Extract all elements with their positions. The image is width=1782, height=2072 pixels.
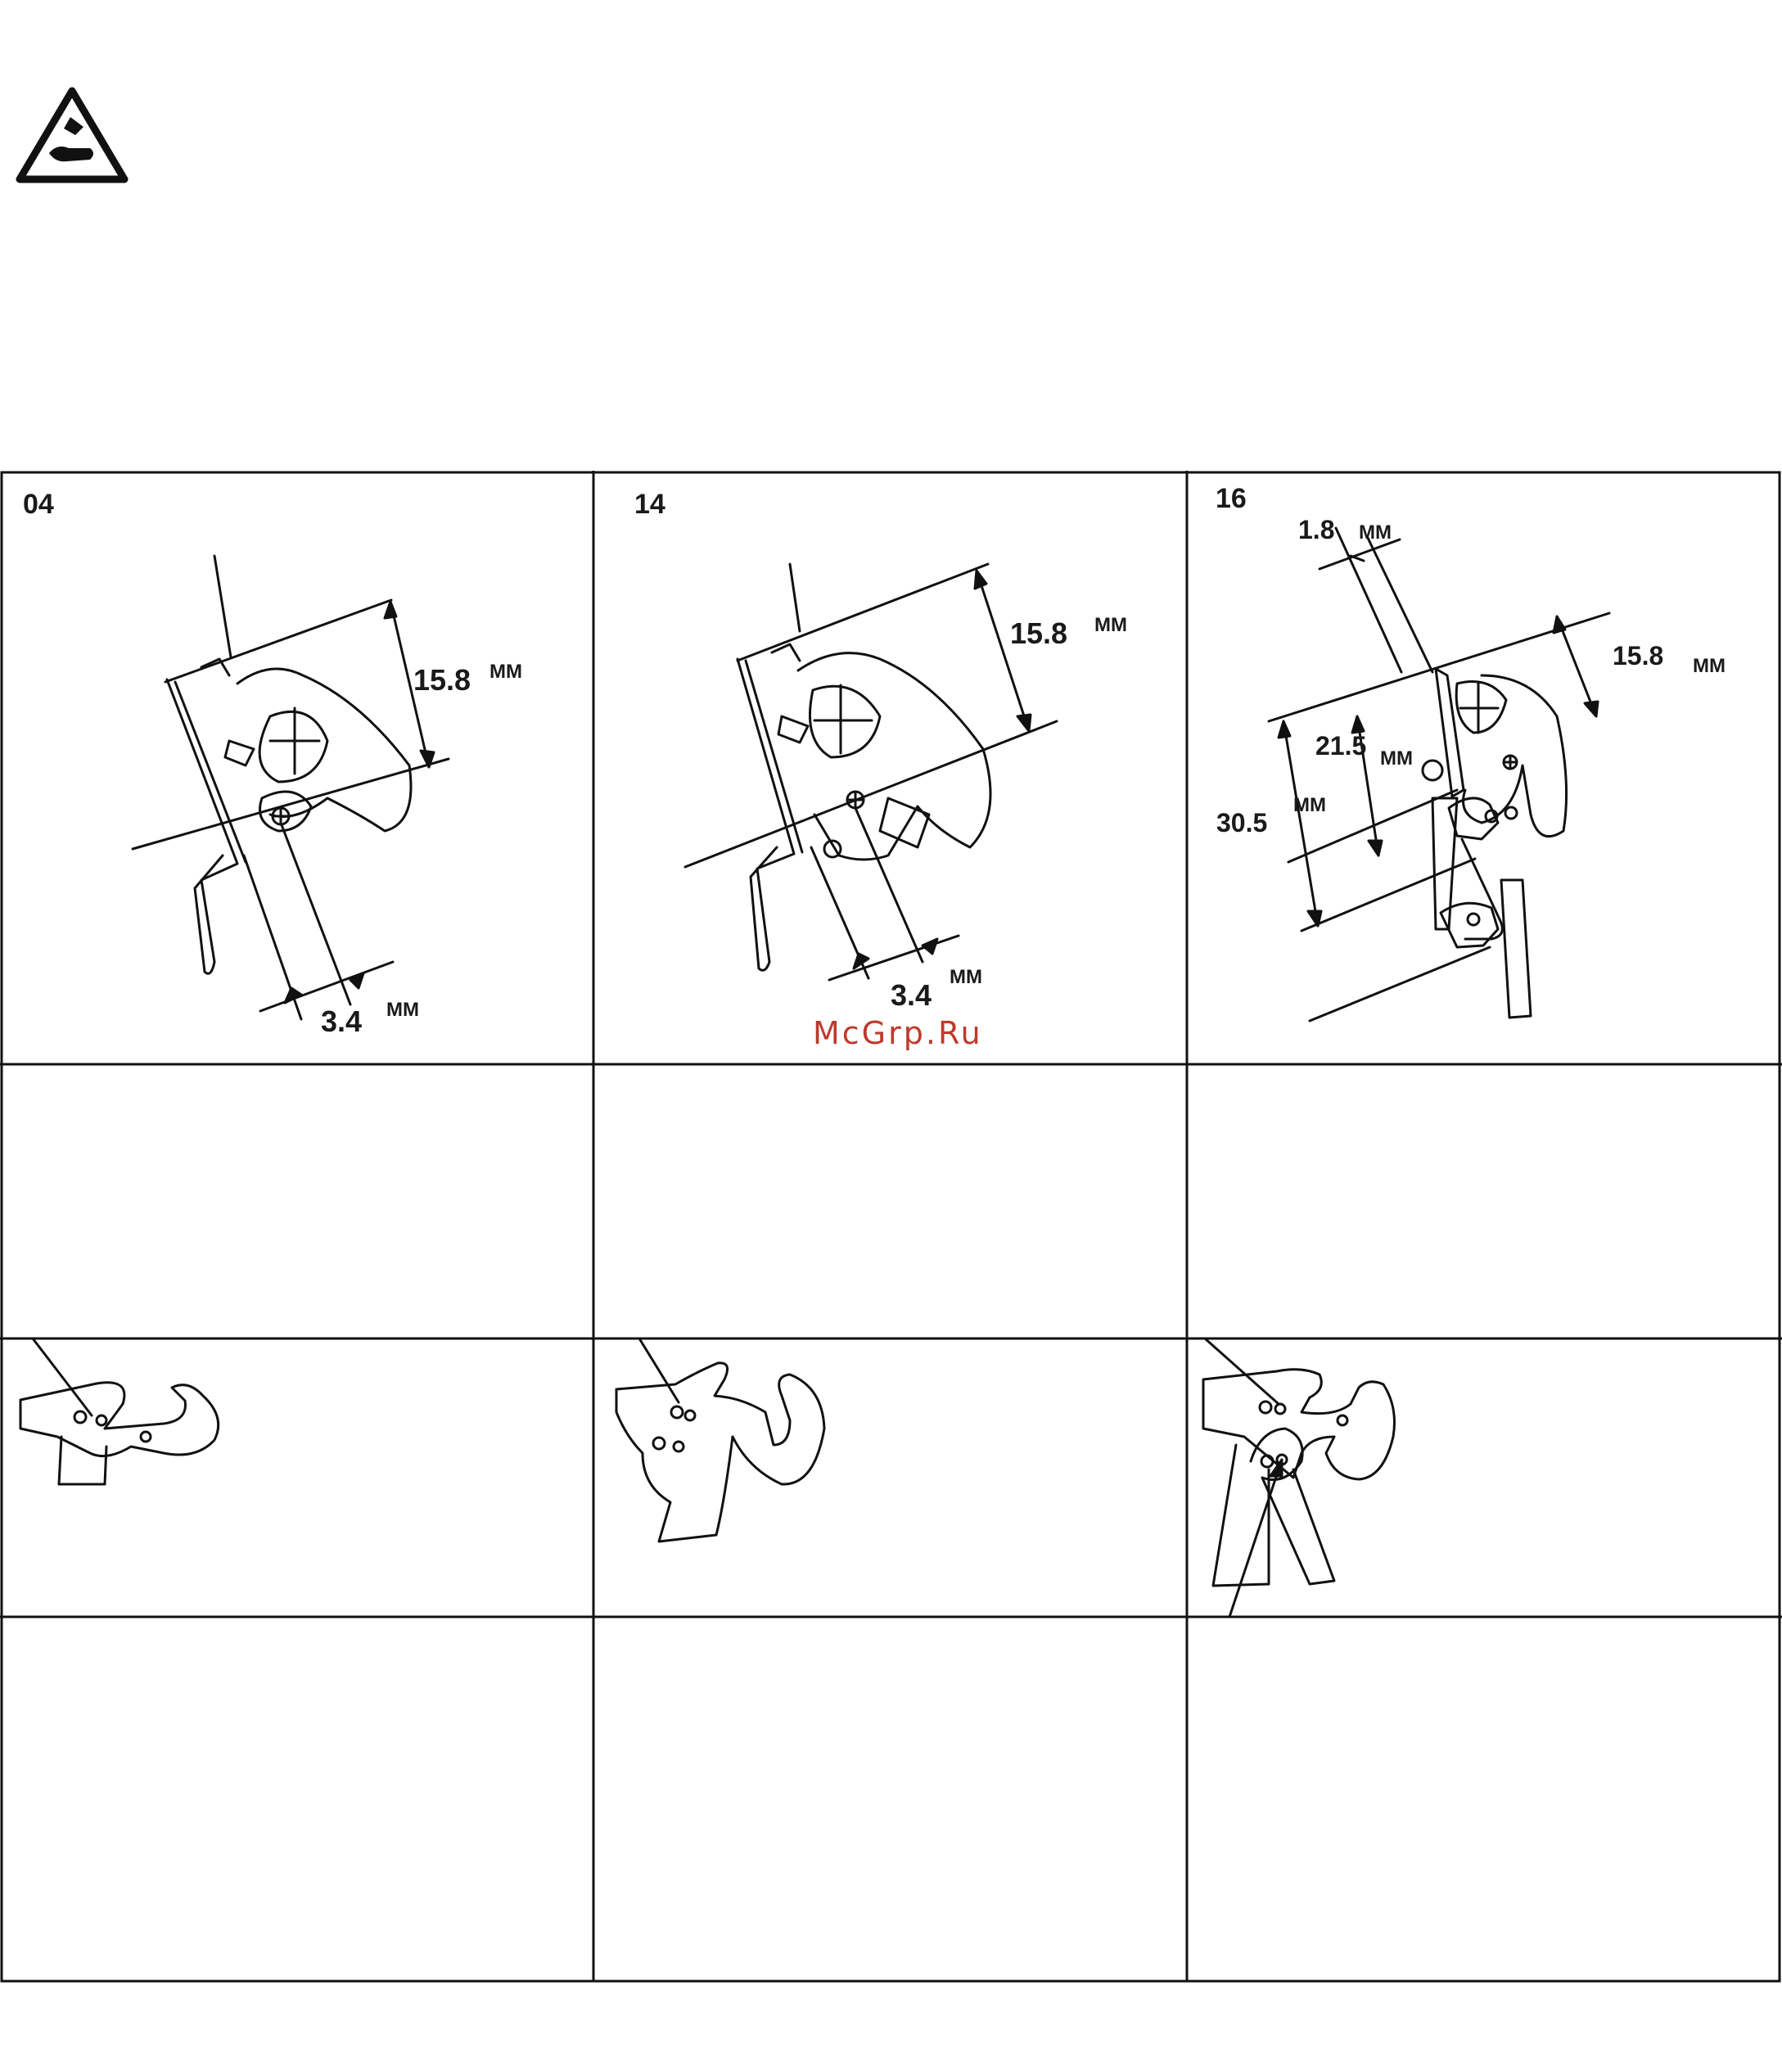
dimension-gap: 1.8 [1298,515,1335,544]
hook-linkage-diagram [0,1338,593,1617]
dimension-outer: 30.5 [1216,808,1268,837]
hook-linkage-diagram [1187,1338,1782,1617]
panel-16 [1187,471,1782,1064]
dimension-unit: MM [950,966,982,988]
dimension-unit: MM [1693,655,1726,677]
needle-bar-mechanism-diagram [1187,471,1782,1064]
empty-cell [1187,1064,1782,1338]
hook-linkage-16 [1187,1338,1782,1617]
watermark: McGrp.Ru [813,1015,983,1051]
panel-14 [593,471,1187,1064]
dimension-horizontal: 3.4 [321,1004,363,1038]
needle-bar-mechanism-diagram [0,471,593,1064]
dimension-unit: MM [1380,747,1413,770]
dimension-unit: MM [1359,521,1392,544]
needle-bar-mechanism-diagram [593,471,1187,1064]
empty-cell [593,1064,1187,1338]
panel-04 [0,471,593,1064]
dimension-unit: MM [386,999,419,1021]
hand-crush-warning-icon [15,86,129,186]
dimension-unit: MM [1293,794,1326,816]
dimension-vertical: 15.8 [1613,641,1664,670]
empty-cell [593,1617,1187,1981]
empty-cell [1187,1617,1782,1981]
dimension-unit: MM [489,661,522,683]
dimension-inner: 21.5 [1315,731,1367,761]
dimension-vertical: 15.8 [1010,616,1068,650]
panel-label: 14 [634,489,665,520]
adjustment-table [0,471,1782,1985]
empty-cell [0,1064,593,1338]
dimension-horizontal: 3.4 [891,978,932,1012]
hook-linkage-04 [0,1338,593,1617]
panel-label: 16 [1216,483,1247,514]
dimension-vertical: 15.8 [413,663,471,697]
empty-cell [0,1617,593,1981]
hook-linkage-diagram [593,1338,1187,1617]
hook-linkage-14 [593,1338,1187,1617]
dimension-unit: MM [1094,614,1127,636]
panel-label: 04 [23,489,54,520]
